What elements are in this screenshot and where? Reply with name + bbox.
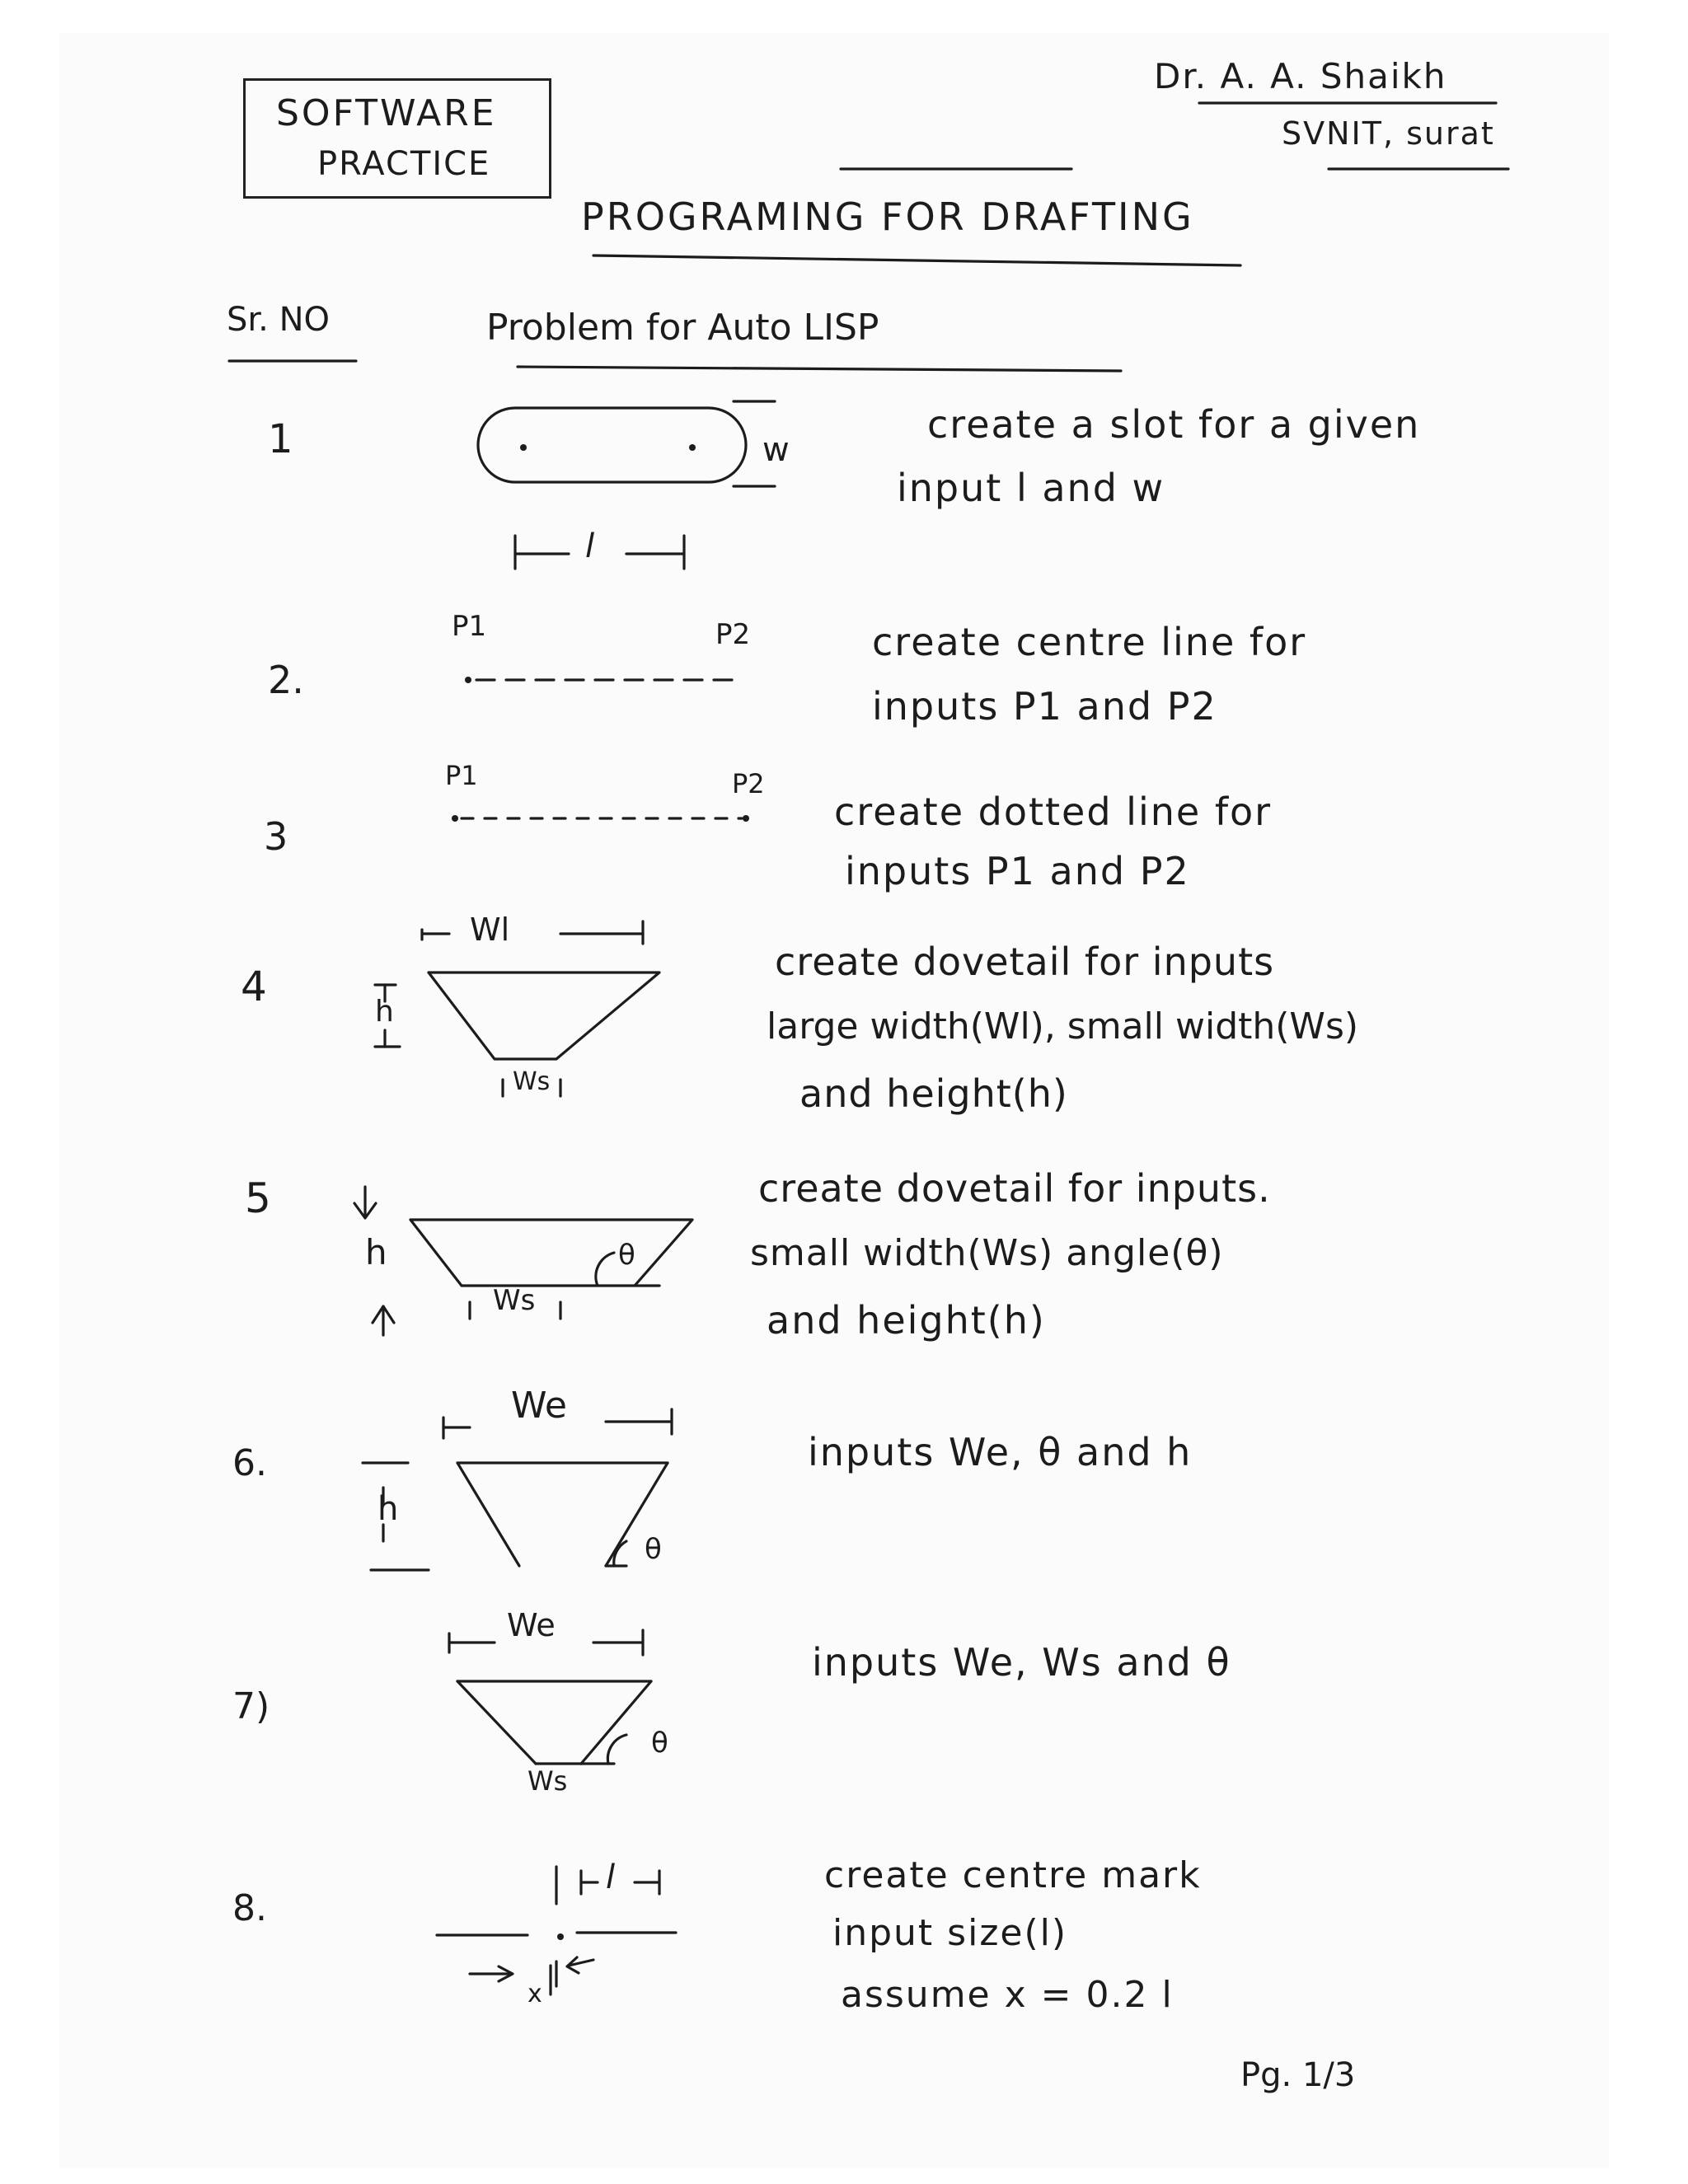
label-p1: P1 xyxy=(452,610,487,643)
problem-text: assume x = 0.2 l xyxy=(841,1974,1174,2016)
page-title: PROGRAMING FOR DRAFTING xyxy=(581,194,1194,239)
problem-number: 8. xyxy=(232,1887,267,1929)
label-we: We xyxy=(507,1607,556,1643)
institute-name: SVNIT, surat xyxy=(1282,115,1495,152)
label-ws: Ws xyxy=(528,1765,568,1797)
problem-number: 2. xyxy=(268,658,304,702)
problem-number: 5 xyxy=(245,1174,271,1222)
problem-text: small width(Ws) angle(θ) xyxy=(750,1232,1224,1274)
subject-line-2: PRACTICE xyxy=(317,145,491,183)
problem-number: 6. xyxy=(232,1442,267,1484)
label-theta: θ xyxy=(645,1533,662,1566)
problem-text: inputs P1 and P2 xyxy=(845,849,1190,893)
problem-text: create centre mark xyxy=(824,1854,1202,1896)
problem-text: create dotted line for xyxy=(834,790,1273,834)
centre-mark-sketch xyxy=(437,1867,676,1994)
label-x: x xyxy=(528,1980,542,2008)
label-wl: Wl xyxy=(470,912,510,948)
dovetail-sketch-7 xyxy=(449,1630,651,1764)
label-p1: P1 xyxy=(445,760,478,791)
column-problem: Problem for Auto LISP xyxy=(486,307,879,349)
problem-number: 3 xyxy=(264,814,288,859)
label-h: h xyxy=(377,1490,399,1528)
problem-text: input size(l) xyxy=(832,1912,1068,1954)
problem-text: create centre line for xyxy=(872,620,1307,664)
problem-text: inputs We, θ and h xyxy=(808,1430,1193,1474)
problem-text: create dovetail for inputs xyxy=(775,940,1275,984)
dovetail-sketch-6 xyxy=(363,1409,672,1570)
label-we: We xyxy=(511,1385,567,1427)
problem-text: create a slot for a given xyxy=(927,402,1421,447)
page-number: Pg. 1/3 xyxy=(1240,2056,1356,2094)
problem-text: input l and w xyxy=(897,466,1165,510)
slot-sketch xyxy=(478,401,775,569)
problem-text: large width(Wl), small width(Ws) xyxy=(767,1005,1359,1047)
label-ws: Ws xyxy=(513,1067,551,1096)
label-l: l xyxy=(606,1858,616,1896)
label-h: h xyxy=(375,995,394,1029)
centre-line-sketch xyxy=(465,677,734,683)
column-srno: Sr. NO xyxy=(227,301,330,339)
problem-number: 4 xyxy=(241,963,267,1010)
problem-number: 1 xyxy=(268,416,293,462)
label-w: w xyxy=(762,431,790,469)
dotted-line-sketch xyxy=(452,815,749,822)
problem-text: create dovetail for inputs. xyxy=(758,1166,1271,1211)
author-name: Dr. A. A. Shaikh xyxy=(1154,56,1447,96)
problem-number: 7) xyxy=(232,1685,270,1727)
problem-text: inputs We, Ws and θ xyxy=(812,1640,1231,1685)
label-p2: P2 xyxy=(715,618,751,651)
label-theta: θ xyxy=(618,1239,635,1272)
label-theta: θ xyxy=(651,1727,668,1760)
label-l: l xyxy=(585,527,595,565)
problem-text: inputs P1 and P2 xyxy=(872,684,1217,729)
label-h: h xyxy=(365,1232,387,1272)
label-ws: Ws xyxy=(493,1284,536,1317)
problem-text: and height(h) xyxy=(799,1071,1068,1116)
label-p2: P2 xyxy=(732,768,765,799)
subject-line-1: SOFTWARE xyxy=(276,92,497,134)
problem-text: and height(h) xyxy=(767,1298,1046,1343)
